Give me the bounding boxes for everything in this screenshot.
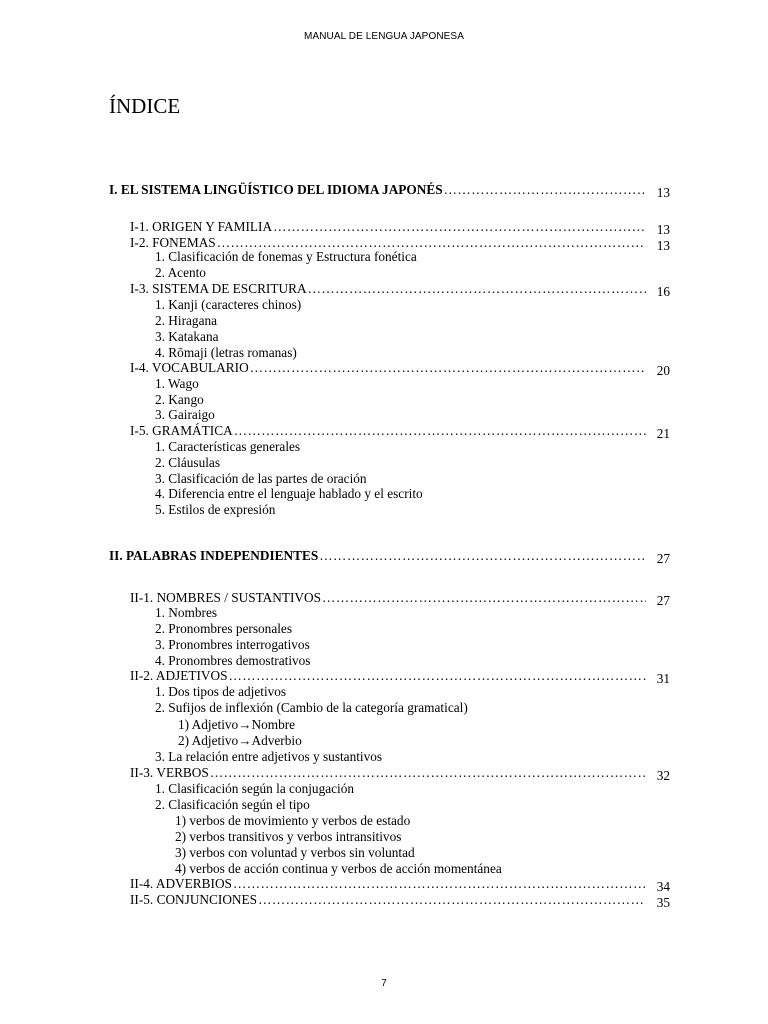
toc-subitem: 1. Clasificación de fonemas y Estructura fonética	[155, 249, 417, 264]
toc-part-1[interactable]	[109, 182, 670, 198]
toc-subitem: 3) verbos con voluntad y verbos sin voluntad	[175, 845, 415, 860]
toc-page-number: 32	[656, 768, 670, 783]
toc-subitem: 2) Adjetivo→Adverbio	[178, 733, 302, 748]
toc-subitem: 2. Acento	[155, 265, 206, 280]
toc-label: II-1. NOMBRES / SUSTANTIVOS	[130, 590, 322, 605]
index-title: ÍNDICE	[109, 94, 181, 118]
dot-leader	[258, 892, 646, 908]
toc-subitem: 5. Estilos de expresión	[155, 502, 276, 517]
toc-part-2[interactable]	[109, 548, 670, 564]
toc-label: II-4. ADVERBIOS	[130, 876, 232, 891]
toc-subitem: 4. Pronombres demostrativos	[155, 653, 311, 668]
toc-label: II-5. CONJUNCIONES	[130, 892, 258, 907]
toc-subitem: 2. Hiragana	[155, 313, 218, 328]
toc-page-number: 20	[656, 363, 670, 378]
toc-page-number: 27	[656, 593, 670, 608]
toc-subitem: 1. Dos tipos de adjetivos	[155, 684, 287, 699]
toc-subitem: 1. Nombres	[155, 605, 218, 620]
toc-subitem: 1. Kanji (caracteres chinos)	[155, 297, 302, 312]
toc-page-number: 21	[656, 426, 670, 441]
toc-label: II-2. ADJETIVOS	[130, 668, 228, 683]
toc-subitem: 2. Sufijos de inflexión (Cambio de la categoría gramatical)	[155, 700, 468, 715]
toc-subitem: 1) verbos de movimiento y verbos de estado	[175, 813, 411, 828]
toc-subitem: 1. Wago	[155, 376, 199, 391]
toc-chapter-i-1[interactable]	[130, 219, 670, 235]
toc-subitem: 2. Clasificación según el tipo	[155, 797, 310, 812]
toc-subitem: 3. La relación entre adjetivos y sustantivos	[155, 749, 383, 764]
toc-subitem: 3. Gairaigo	[155, 407, 215, 422]
toc-chapter-ii-1[interactable]	[130, 590, 670, 606]
dot-leader	[308, 281, 646, 297]
toc-label: II. PALABRAS INDEPENDIENTES	[109, 548, 319, 563]
dot-leader	[319, 548, 646, 564]
page-header: MANUAL DE LENGUA JAPONESA	[304, 31, 464, 42]
toc-label: II-3. VERBOS	[130, 765, 209, 780]
toc-subitem: 2) verbos transitivos y verbos intransitivos	[175, 829, 402, 844]
toc-chapter-i-3[interactable]	[130, 281, 670, 297]
toc-page-number: 13	[656, 238, 670, 253]
toc-chapter-ii-5[interactable]	[130, 892, 670, 908]
toc-page-number: 16	[656, 284, 670, 299]
toc-subitem: 1) Adjetivo→Nombre	[178, 717, 296, 732]
dot-leader	[234, 423, 646, 439]
toc-subitem: 2. Cláusulas	[155, 455, 221, 470]
toc-page-number: 34	[656, 879, 670, 894]
dot-leader	[273, 219, 646, 235]
toc-label: I-4. VOCABULARIO	[130, 360, 249, 375]
toc-page-number: 27	[656, 551, 670, 566]
toc-subitem: 1. Características generales	[155, 439, 301, 454]
toc-chapter-i-4[interactable]	[130, 360, 670, 376]
toc-page-number: 13	[656, 222, 670, 237]
dot-leader	[322, 590, 646, 606]
toc-page-number: 35	[656, 895, 670, 910]
toc-chapter-i-5[interactable]	[130, 423, 670, 439]
toc-subitem: 4) verbos de acción continua y verbos de acción momentánea	[175, 861, 502, 876]
toc-subitem: 1. Clasificación según la conjugación	[155, 781, 355, 796]
toc-page-number: 31	[656, 671, 670, 686]
toc-label: I-1. ORIGEN Y FAMILIA	[130, 219, 273, 234]
toc-subitem: 2. Kango	[155, 392, 204, 407]
dot-leader	[250, 360, 646, 376]
toc-label: I-2. FONEMAS	[130, 235, 216, 250]
toc-chapter-ii-2[interactable]	[130, 668, 670, 684]
toc-subitem: 3. Clasificación de las partes de oración	[155, 471, 367, 486]
toc-page-number: 13	[656, 185, 670, 200]
toc-label: I. EL SISTEMA LINGÜÍSTICO DEL IDIOMA JAPONÉS	[109, 182, 443, 197]
toc-subitem: 2. Pronombres personales	[155, 621, 293, 636]
toc-chapter-ii-3[interactable]	[130, 765, 670, 781]
toc-label: I-5. GRAMÁTICA	[130, 423, 233, 438]
dot-leader	[229, 668, 647, 684]
toc-subitem: 3. Pronombres interrogativos	[155, 637, 310, 652]
toc-subitem: 4. Diferencia entre el lenguaje hablado y el escrito	[155, 486, 423, 501]
dot-leader	[210, 765, 646, 781]
dot-leader	[444, 182, 646, 198]
toc-label: I-3. SISTEMA DE ESCRITURA	[130, 281, 307, 296]
toc-subitem: 4. Rōmaji (letras romanas)	[155, 345, 297, 360]
page-number-footer: 7	[381, 978, 387, 989]
dot-leader	[233, 876, 646, 892]
toc-subitem: 3. Katakana	[155, 329, 219, 344]
toc-chapter-ii-4[interactable]	[130, 876, 670, 892]
